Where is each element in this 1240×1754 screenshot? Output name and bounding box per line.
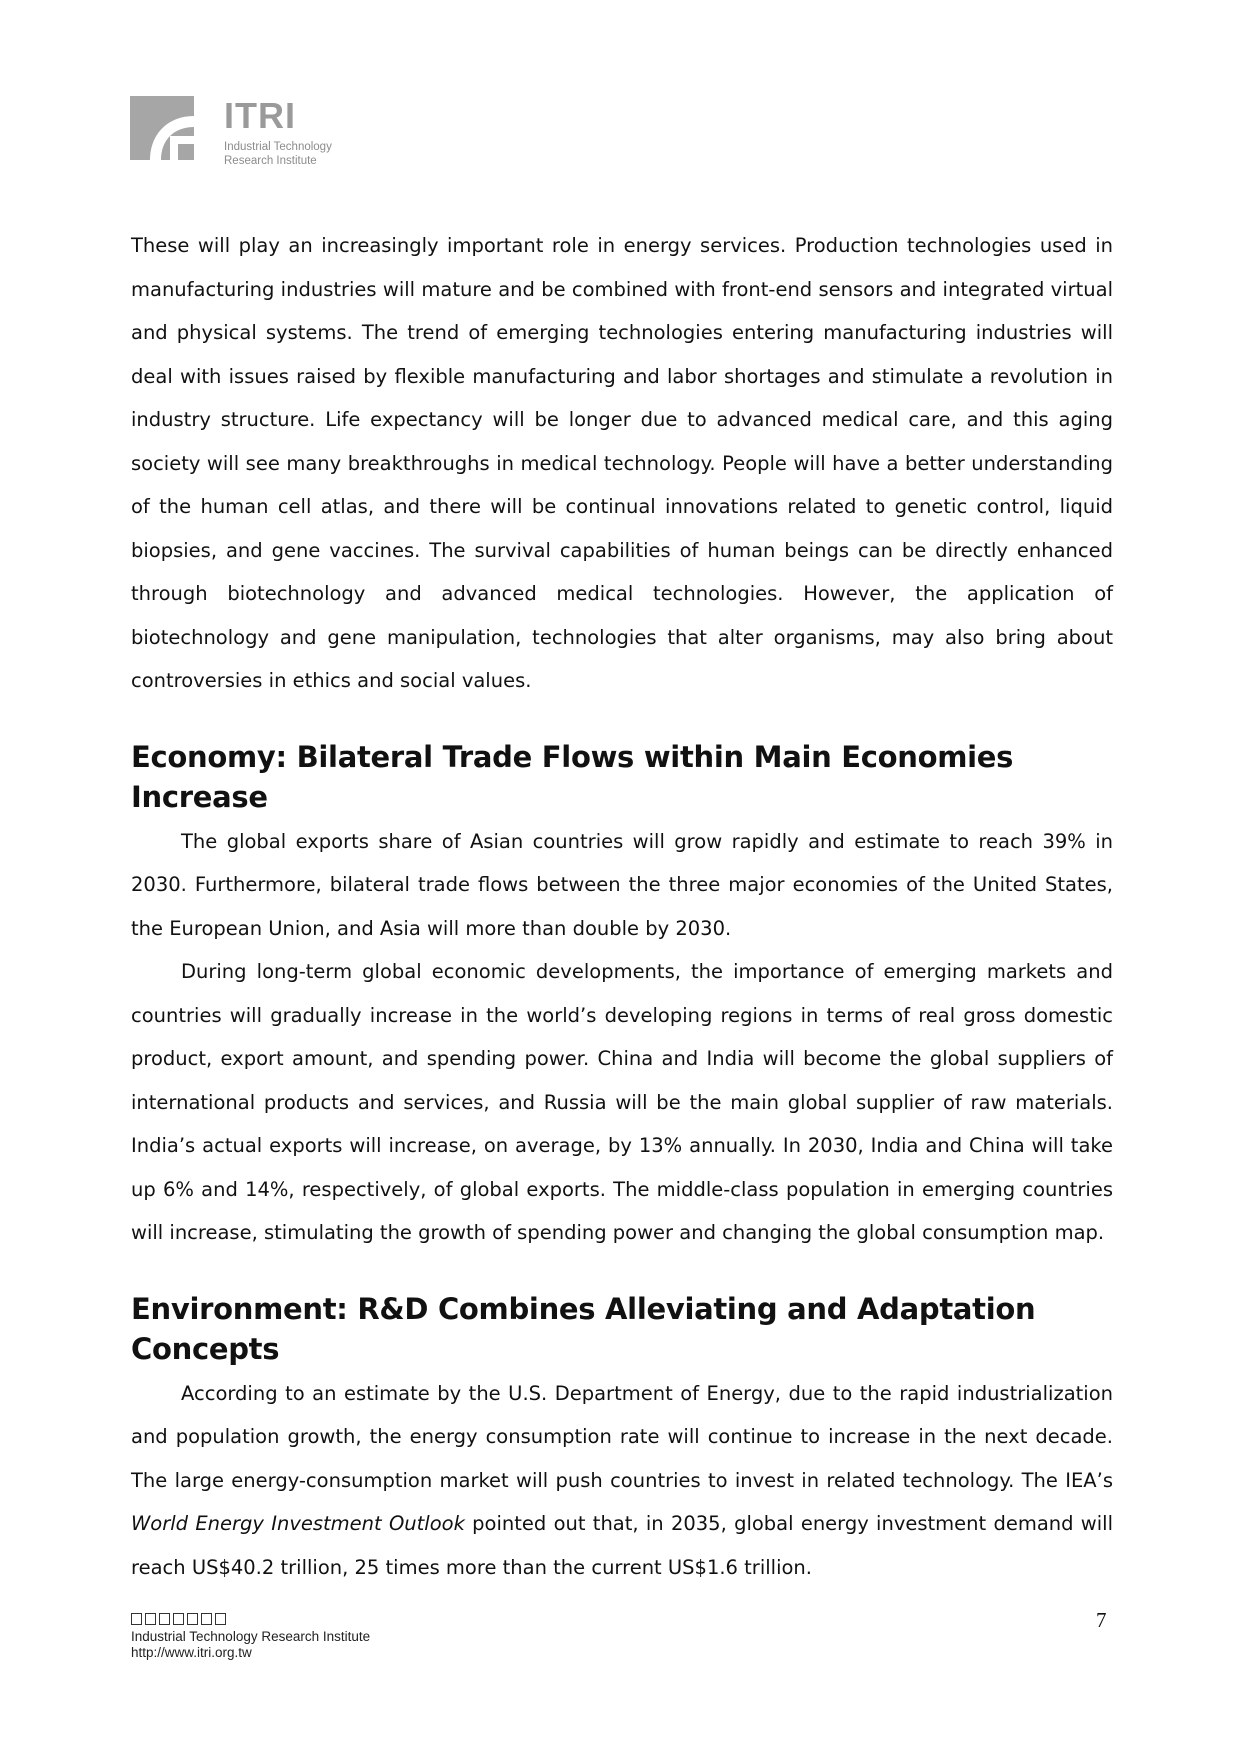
paragraph-energy-start: According to an estimate by the U.S. Department of Energy, due to the rapid industrialization and population growth, the energy consumption rate will continue to increase in the next decade. The large energy-consumption market will push countries to invest in related technology. The IEA’s: [131, 1381, 1113, 1492]
paragraph-energy-end: pointed out that, in 2035, global energy investment demand will reach US$40.2 trillion, 25 times more than the current US$1.6 trillion.: [131, 1512, 1114, 1579]
report-title: World Energy Investment Outlook: [131, 1512, 465, 1535]
logo-subtitle: [224, 140, 332, 168]
footer-url: http://www.itri.org.tw: [131, 1645, 252, 1660]
page-footer: [131, 1613, 370, 1661]
heading-environment: Environment: R&D Combines Alleviating and Adaptation Concepts: [131, 1291, 1036, 1366]
document-body: [131, 224, 1113, 1589]
paragraph-technology: These will play an increasingly important role in energy services. Production technologies used in manufacturing industries will mature and be combined with front-end sensors and integrated virtual and physical systems. The trend of emerging technologies entering manufacturing industries will deal with issues raised by flexible manufacturing and labor shortages and stimulate a revolution in industry structure. Life expectancy will be longer due to advanced medical care, and this aging society will see many breakthroughs in medical technology. People will have a better understanding of the human cell atlas, and there will be continual innovations related to genetic control, liquid biopsies, and gene vaccines. The survival capabilities of human beings can be directly enhanced through biotechnology and advanced medical technologies. However, the application of biotechnology and gene manipulation, technologies that alter organisms, may also bring about controversies in ethics and social values.: [131, 234, 1113, 692]
logo-subtitle-line2: Research Institute: [224, 155, 317, 167]
logo-subtitle-line1: Industrial Technology: [224, 141, 332, 153]
footer-glyph-boxes: [131, 1613, 370, 1625]
itri-logo-mark-icon: [130, 96, 194, 160]
paragraph-emerging-markets: During long-term global economic developments, the importance of emerging markets and countries will gradually increase in the world’s developing regions in terms of real gross domestic product, export amount, and spending power. China and India will become the global suppliers of international products and services, and Russia will be the main global supplier of raw materials. India’s actual exports will increase, on average, by 13% annually. In 2030, India and China will take up 6% and 14%, respectively, of global exports. The middle-class population in emerging countries will increase, stimulating the growth of spending power and changing the global consumption map.: [131, 960, 1113, 1244]
paragraph-energy: [131, 1372, 1113, 1590]
paragraph-exports-share: The global exports share of Asian countries will grow rapidly and estimate to reach 39% in 2030. Furthermore, bilateral trade flows between the three major economies of the United States, the European Union, and Asia will more than double by 2030.: [131, 829, 1113, 940]
logo-title: ITRI: [224, 95, 296, 136]
footer-institute: Industrial Technology Research Institute: [131, 1629, 371, 1644]
page-number: 7: [1096, 1608, 1107, 1632]
heading-economy: Economy: Bilateral Trade Flows within Main Economies Increase: [131, 739, 1014, 814]
itri-logo: [130, 96, 352, 168]
